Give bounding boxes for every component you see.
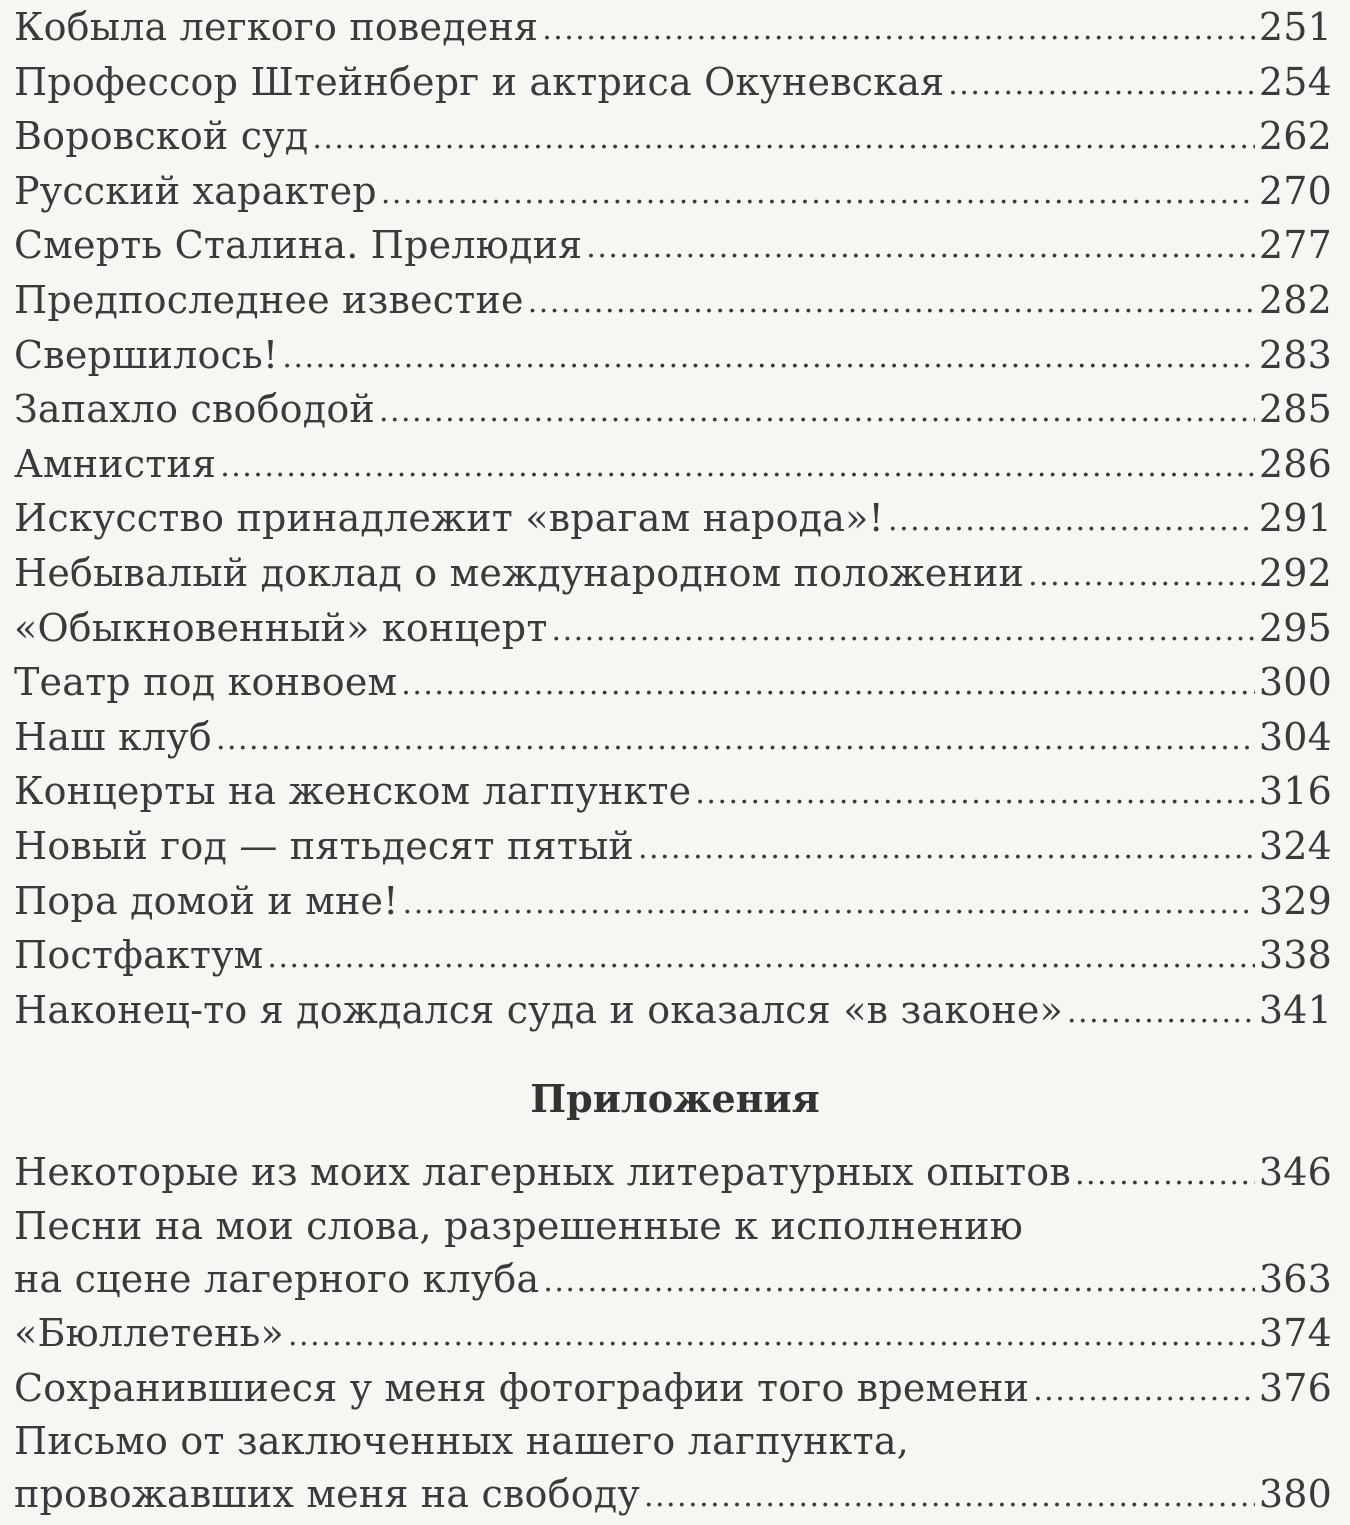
dot-leader xyxy=(695,763,1254,822)
toc-entry-line1 xyxy=(14,1415,1332,1467)
entry-title: «Обыкновенный» концерт xyxy=(14,605,548,650)
entry-page: 270 xyxy=(1258,168,1332,213)
dot-leader xyxy=(1033,1360,1255,1419)
entry-title: Сохранившиеся у меня фотографии того времени xyxy=(14,1365,1030,1410)
entry-title: Наконец-то я дождался суда и оказался «в законе» xyxy=(14,987,1064,1032)
dot-leader xyxy=(1067,982,1255,1041)
entry-title: Профессор Штейнберг и актриса Окуневская xyxy=(14,59,945,104)
toc-entry xyxy=(14,491,1332,546)
dot-leader xyxy=(638,818,1255,877)
toc-entry xyxy=(14,819,1332,874)
entry-title-line1: Письмо от заключенных нашего лагпункта, xyxy=(14,1419,909,1464)
dot-leader xyxy=(401,654,1255,713)
toc-entry xyxy=(14,710,1332,765)
entry-page: 292 xyxy=(1258,550,1332,595)
dot-leader xyxy=(1028,545,1255,604)
dot-leader xyxy=(888,490,1255,549)
entry-title: Некоторые из моих лагерных литературных опытов xyxy=(14,1150,1071,1194)
toc-entry xyxy=(14,928,1332,983)
entry-title: Пора домой и мне! xyxy=(14,878,399,923)
entry-title: Концерты на женском лагпункте xyxy=(14,769,692,814)
entry-page: 282 xyxy=(1258,277,1332,322)
entry-title: Амнистия xyxy=(14,441,217,486)
toc-entry xyxy=(14,1361,1332,1416)
dot-leader xyxy=(379,381,1255,440)
entry-page: 254 xyxy=(1258,59,1332,104)
entry-page: 300 xyxy=(1258,660,1332,705)
entry-title: Воровской суд xyxy=(14,114,309,159)
entry-page: 380 xyxy=(1258,1472,1332,1517)
toc-entry xyxy=(14,109,1332,164)
entry-title: на сцене лагерного клуба xyxy=(14,1256,540,1301)
entry-page: 285 xyxy=(1258,387,1332,432)
entry-title: Свершилось! xyxy=(14,332,279,377)
entry-title: Предпоследнее известие xyxy=(14,277,524,322)
dot-leader xyxy=(644,1466,1255,1525)
entry-page: 316 xyxy=(1258,769,1332,814)
entry-page: 346 xyxy=(1258,1150,1332,1194)
dot-leader xyxy=(216,709,1255,768)
toc-entry xyxy=(14,437,1332,492)
toc-entry xyxy=(14,601,1332,656)
entry-page: 262 xyxy=(1258,114,1332,159)
toc-entry xyxy=(14,1306,1332,1361)
entry-title: Запахло свободой xyxy=(14,387,375,432)
dot-leader xyxy=(552,600,1255,659)
dot-leader xyxy=(220,436,1255,495)
dot-leader xyxy=(282,327,1254,386)
toc-entry xyxy=(14,546,1332,601)
entry-page: 363 xyxy=(1258,1256,1332,1301)
dot-leader xyxy=(267,927,1254,986)
toc-entry xyxy=(14,55,1332,110)
dot-leader xyxy=(543,1251,1255,1310)
toc-entry xyxy=(14,218,1332,273)
toc-entry xyxy=(14,983,1332,1038)
entry-title: Смерть Сталина. Прелюдия xyxy=(14,223,583,268)
dot-leader xyxy=(586,217,1255,276)
toc-entry xyxy=(14,764,1332,819)
toc-main-list xyxy=(14,0,1332,1037)
entry-page: 324 xyxy=(1258,823,1332,868)
dot-leader xyxy=(403,873,1255,932)
entry-page: 295 xyxy=(1258,605,1332,650)
toc-entry-line1 xyxy=(14,1200,1332,1252)
entry-page: 277 xyxy=(1258,223,1332,268)
entry-page: 291 xyxy=(1258,496,1332,541)
toc-entry xyxy=(14,874,1332,929)
entry-title: «Бюллетень» xyxy=(14,1311,284,1356)
dot-leader xyxy=(542,0,1255,58)
dot-leader xyxy=(1075,1144,1255,1203)
toc-entry xyxy=(14,164,1332,219)
entry-page: 374 xyxy=(1258,1311,1332,1356)
dot-leader xyxy=(288,1305,1255,1364)
entry-page: 251 xyxy=(1258,5,1332,49)
entry-title: Кобыла легкого поведеня xyxy=(14,5,539,49)
toc-entry xyxy=(14,328,1332,383)
entry-page: 304 xyxy=(1258,714,1332,759)
entry-page: 338 xyxy=(1258,933,1332,978)
dot-leader xyxy=(312,108,1255,167)
entry-page: 376 xyxy=(1258,1365,1332,1410)
entry-title-line1: Песни на мои слова, разрешенные к исполнению xyxy=(14,1203,1023,1248)
entry-title: Постфактум xyxy=(14,933,264,978)
entry-page: 286 xyxy=(1258,441,1332,486)
toc-entry xyxy=(14,382,1332,437)
entry-title: Наш клуб xyxy=(14,714,212,759)
dot-leader xyxy=(381,163,1255,222)
entry-title: Небывалый доклад о международном положении xyxy=(14,550,1025,595)
appendix-heading: Приложения xyxy=(530,1076,820,1121)
entry-title: Новый год — пятьдесят пятый xyxy=(14,823,634,868)
toc-appendix-list xyxy=(14,1145,1332,1522)
toc-entry xyxy=(14,655,1332,710)
entry-page: 283 xyxy=(1258,332,1332,377)
toc-entry xyxy=(14,273,1332,328)
entry-page: 329 xyxy=(1258,878,1332,923)
toc-entry xyxy=(14,0,1332,55)
entry-title: Искусство принадлежит «врагам народа»! xyxy=(14,496,885,541)
entry-title: провожавших меня на свободу xyxy=(14,1472,640,1517)
toc-entry xyxy=(14,1252,1332,1307)
toc-entry xyxy=(14,1145,1332,1200)
entry-title: Русский характер xyxy=(14,168,377,213)
dot-leader xyxy=(528,272,1255,331)
entry-page: 341 xyxy=(1258,987,1332,1032)
dot-leader xyxy=(948,54,1255,113)
entry-title: Театр под конвоем xyxy=(14,660,398,705)
